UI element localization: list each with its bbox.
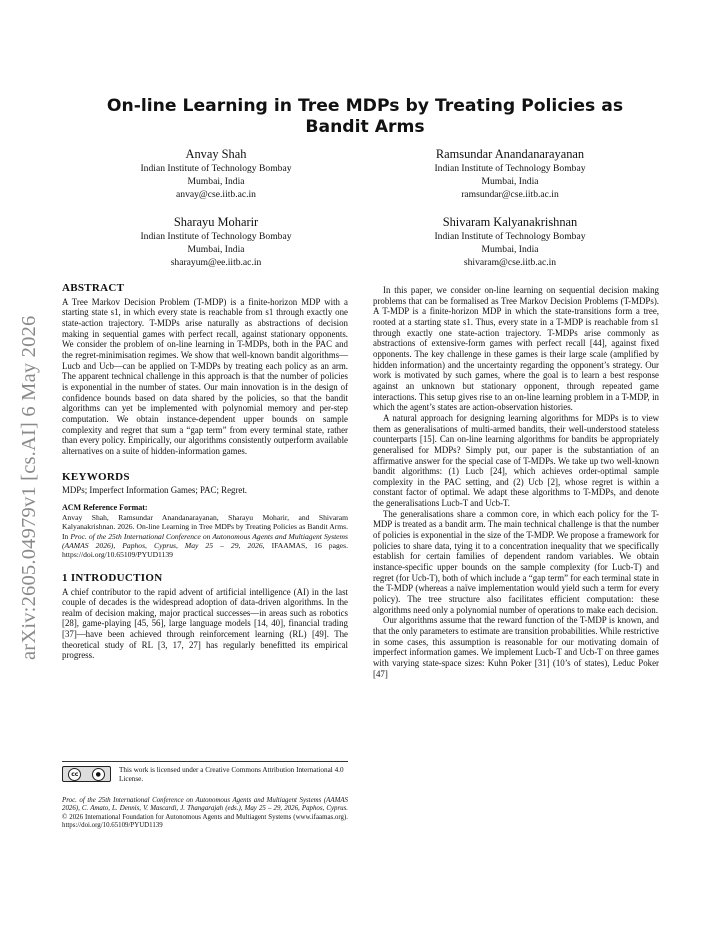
author-location: Mumbai, India	[481, 244, 539, 255]
body-paragraph-3: The generalisations share a common core, in which each policy for the T-MDP is treated as a bandit arm. The main technical challenge is that the number of policies is exponential in the size of the T-MDP. We propose a framework for policies to share data, tying it to a concentration inequality that we specifically establish for certain families of dependent random variables. We obtain instance-specific upper bounds on the sample complexity (for Lucb-T) and regret (for Ucb-T), both of which include a “gap term” for each terminal state in the T-MDP (whereas a naïve implementation would yield such a term for every policy). The tree structure also facilitates efficient computation: these algorithms need only a polynomial number of operations to make each decision.	[373, 508, 659, 615]
acm-text-a: Anvay Shah, Ramsundar Anandanarayanan, Sharayu Moharir, and Shivaram Kalyanakrishnan. 2026. On-line Learning in Tree MDPs by Treating Policies as Bandit Arms. In	[62, 512, 348, 541]
title-line-2: Bandit Arms	[305, 117, 425, 137]
proc-italic: Proc. of the 25th International Conference on Autonomous Agents and Multiagent Systems (AAMAS 2026), C. Amato, L. Dennis, V. Mascardi, J. Thangarajah (eds.), May 25 – 29, 2026, Paphos, Cyprus.	[62, 797, 348, 813]
author-block-1	[66, 146, 366, 201]
keywords-heading: KEYWORDS	[62, 470, 130, 483]
author-location: Mumbai, India	[187, 176, 245, 187]
intro-text: A chief contributor to the rapid advent of artificial intelligence (AI) in the last couple of decades is the widespread adoption of data-driven algorithms. In the realm of decision making, major practical successes—in areas such as robotics [28], game-playing [45, 56], large language models [14, 40], financial trading [37]—have been achieved through reinforcement learning (RL) [49]. The theoretical study of RL [3, 17, 27] has regularly benefitted its empirical progress.	[62, 586, 348, 661]
author-email: sharayum@ee.iitb.ac.in	[170, 257, 262, 268]
acm-text-italic: Proc. of the 25th International Conference on Autonomous Agents and Multiagent Systems (AAMAS 2026), Paphos, Cyprus, May 25 – 29, 2026	[62, 531, 348, 551]
author-affiliation: Indian Institute of Technology Bombay	[434, 231, 586, 242]
acm-reference	[62, 503, 348, 560]
title-line-1: On-line Learning in Tree MDPs by Treating Policies as	[106, 96, 624, 116]
abstract-text: A Tree Markov Decision Problem (T-MDP) is a finite-horizon MDP with a starting state s1, in which every state is reachable from s1 through exactly one state-action trajectory. T-MDPs arise naturally as abstractions of decision making in sequential games with perfect recall, against stationary opponents. We consider the problem of on-line learning in T-MDPs, both in the PAC and the regret-minimisation regimes. We show that well-known bandit algorithms—Lucb and Ucb—can be applied on T-MDPs by treating each policy as an arm. The apparent technical challenge in this approach is that the number of policies is exponential in the number of states. Our main innovation is in the design of confidence bounds based on data shared by the policies, so that the bandit algorithms can yet be implemented with polynomial memory and per-step computation. We obtain instance-dependent upper bounds on sample complexity and regret that sum a “gap term” from every terminal state, rather than every policy. Empirically, our algorithms consistently outperform available alternatives on a suite of hidden-information games.	[62, 296, 348, 456]
proceedings-footnote	[62, 797, 348, 831]
author-affiliation: Indian Institute of Technology Bombay	[140, 163, 292, 174]
acm-heading: ACM Reference Format:	[62, 502, 148, 512]
license-notice	[62, 766, 348, 784]
author-affiliation: Indian Institute of Technology Bombay	[140, 231, 292, 242]
cc-by-badge[interactable]	[62, 766, 111, 782]
body-paragraph-2: A natural approach for designing learning algorithms for MDPs is to view them as generalisations of multi-armed bandits, their well-understood stateless counterparts [15]. Can on-line learning algorithms for bandits be appropriately generalised for MDPs? Simply put, our paper is the substantiation of an affirmative answer for the special case of T-MDPs. We take up two well-known bandit algorithms: (1) Lucb [24], which achieves order-optimal sample complexity in the PAC setting, and (2) Ucb [2], whose regret is within a constant factor of optimal. We adapt these algorithms to T-MDPs, and denote the generalisations Lucb-T and Ucb-T.	[373, 412, 659, 509]
author-block-4	[360, 214, 660, 269]
right-column	[373, 285, 659, 679]
author-name: Sharayu Moharir	[173, 215, 259, 229]
left-column	[62, 283, 348, 661]
acm-text	[62, 513, 348, 560]
cc-icon: cc	[68, 768, 81, 781]
author-email: anvay@cse.iitb.ac.in	[176, 189, 256, 200]
author-email: shivaram@cse.iitb.ac.in	[463, 257, 557, 268]
author-location: Mumbai, India	[481, 176, 539, 187]
paper-title	[80, 96, 650, 138]
author-name: Ramsundar Anandanarayanan	[435, 147, 585, 161]
author-block-3	[66, 214, 366, 269]
proc-plain: © 2026 International Foundation for Autonomous Agents and Multiagent Systems (www.ifaamas.org). https://doi.org/10.65109/PYUD1139	[62, 813, 348, 830]
author-email: ramsundar@cse.iitb.ac.in	[461, 189, 559, 200]
license-text: This work is licensed under a Creative Commons Attribution International 4.0 License.	[119, 766, 344, 783]
author-name: Anvay Shah	[185, 147, 247, 161]
body-paragraph-4: Our algorithms assume that the reward function of the T-MDP is known, and that the only parameters to estimate are transition probabilities. While restrictive in some cases, this assumption is reasonable for our motivating domain of imperfect information games. We implement Lucb-T and Ucb-T on three games with varying state-space sizes: Kuhn Poker [31] (10’s of states), Leduc Poker [47]	[373, 615, 659, 679]
author-block-2	[360, 146, 660, 201]
author-affiliation: Indian Institute of Technology Bombay	[434, 163, 586, 174]
by-icon: ●	[92, 768, 105, 781]
acm-text-b: , IFAAMAS, 16 pages. https://doi.org/10.65109/PYUD1139	[62, 541, 348, 560]
abstract-heading: ABSTRACT	[62, 282, 125, 294]
arxiv-stamp: arXiv:2605.04979v1 [cs.AI] 6 May 2026	[18, 315, 40, 660]
author-location: Mumbai, India	[187, 244, 245, 255]
keywords-text: MDPs; Imperfect Information Games; PAC; Regret.	[62, 485, 248, 496]
intro-heading: 1 INTRODUCTION	[62, 571, 163, 584]
body-paragraph-1: In this paper, we consider on-line learning on sequential decision making problems that can be formalised as Tree Markov Decision Problems (T-MDPs). A T-MDP is a finite-horizon MDP in which the state-transitions form a tree, rooted at a starting state s1. Thus, every state in a T-MDP is reachable from s1 through exactly one state-action trajectory. T-MDPs arise commonly as abstractions of extensive-form games with perfect recall [44], against fixed opponents. The key challenge in these games is their large scale (amplified by hidden information) and the uncertainty regarding the opponent’s strategy. Our work is motivated by such games, where the goal is to learn a best response against an unknown but stationary opponent, through repeated game interactions. This setup gives rise to an on-line learning problem in a T-MDP, in which the agent’s states are action-observation histories.	[373, 285, 659, 413]
author-name: Shivaram Kalyanakrishnan	[442, 215, 578, 229]
footnote-rule	[62, 761, 348, 762]
